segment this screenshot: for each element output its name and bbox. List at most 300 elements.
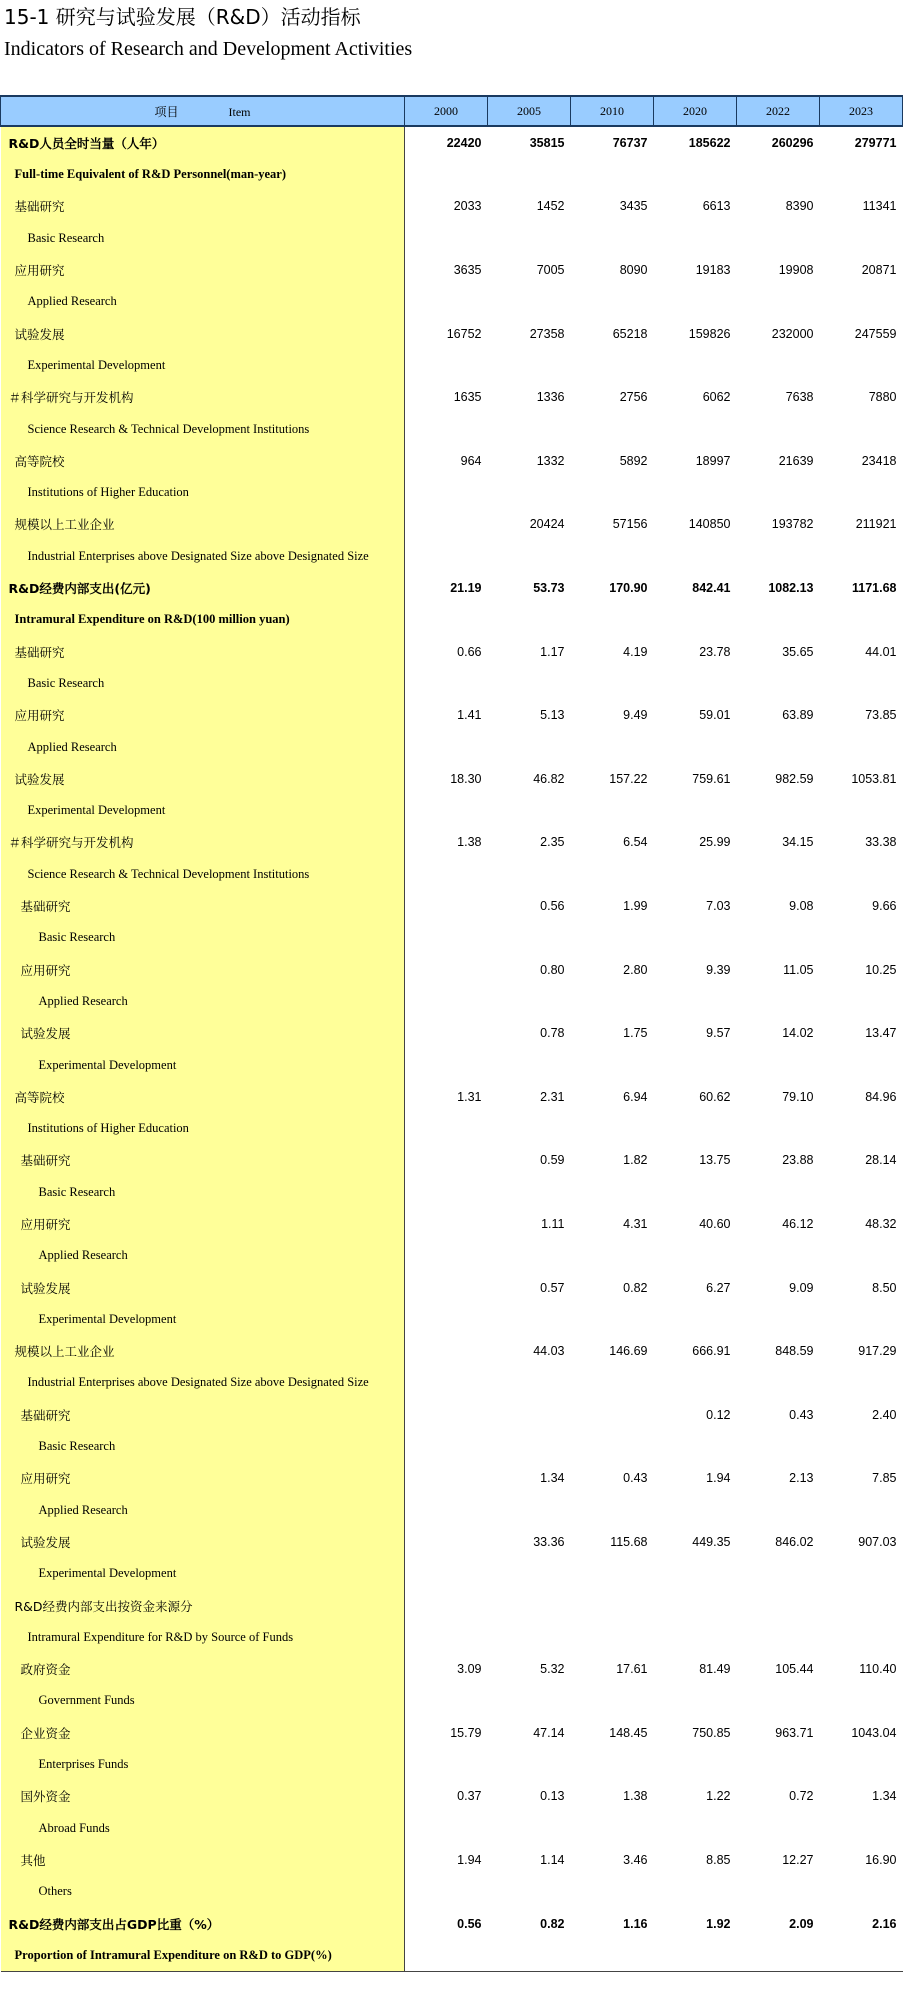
table-row <box>1 1749 903 1781</box>
value-cell <box>737 795 820 827</box>
value-cell: 34.15 <box>782 835 814 850</box>
value-cell <box>488 986 571 1018</box>
value-cell: 1.16 <box>623 1916 648 1931</box>
row-label-en: Industrial Enterprises above Designated Size above Designated Size <box>1 540 405 572</box>
value-cell: 53.73 <box>533 581 565 596</box>
value-cell: 2.40 <box>872 1407 897 1422</box>
value-cell: 907.03 <box>858 1534 897 1549</box>
value-cell: 115.68 <box>610 1534 648 1549</box>
table-row <box>1 540 903 572</box>
value-cell: 1635 <box>453 390 482 405</box>
value-cell <box>654 1494 737 1526</box>
value-cell <box>737 286 820 318</box>
table-row <box>1 604 903 636</box>
row-label-en: Applied Research <box>1 1494 405 1526</box>
value-cell: 1.38 <box>623 1789 648 1804</box>
value-cell <box>820 222 903 254</box>
value-cell <box>405 795 488 827</box>
value-cell: 47.14 <box>533 1725 565 1740</box>
value-cell <box>571 1876 654 1908</box>
row-label-en: Institutions of Higher Education <box>1 477 405 509</box>
value-cell: 193782 <box>771 517 814 532</box>
value-cell: 279771 <box>854 135 897 150</box>
value-cell: 1.17 <box>540 644 565 659</box>
value-cell <box>737 604 820 636</box>
value-cell <box>654 1621 737 1653</box>
value-cell <box>820 731 903 763</box>
value-cell <box>820 858 903 890</box>
value-cell: 842.41 <box>692 581 731 596</box>
value-cell <box>737 1494 820 1526</box>
row-label-cn: 企业资金 <box>1 1717 405 1749</box>
value-cell <box>737 1876 820 1908</box>
table-row <box>1 1145 903 1177</box>
table-row <box>1 413 903 445</box>
value-cell: 1171.68 <box>852 581 897 596</box>
row-label-en: Applied Research <box>1 1240 405 1272</box>
value-cell <box>488 1367 571 1399</box>
table-row <box>1 254 903 286</box>
value-cell <box>571 540 654 572</box>
row-label-en: Intramural Expenditure on R&D(100 million yuan) <box>1 604 405 636</box>
table-row <box>1 1081 903 1113</box>
value-cell: 7638 <box>785 390 814 405</box>
value-cell <box>405 1113 488 1145</box>
value-cell <box>737 858 820 890</box>
table-row <box>1 1303 903 1335</box>
row-label-cn: R&D经费内部支出占GDP比重（%） <box>1 1908 405 1940</box>
header-item-en: Item <box>228 104 251 119</box>
value-cell: 0.78 <box>540 1026 565 1041</box>
value-cell <box>820 1431 903 1463</box>
value-cell <box>405 1462 488 1494</box>
value-cell: 148.45 <box>609 1725 648 1740</box>
row-label-en: Experimental Development <box>1 1049 405 1081</box>
value-cell: 8390 <box>785 199 814 214</box>
value-cell: 157.22 <box>609 771 648 786</box>
value-cell <box>488 540 571 572</box>
value-cell <box>737 1939 820 1971</box>
value-cell <box>654 1367 737 1399</box>
row-label-cn: 应用研究 <box>1 954 405 986</box>
value-cell: 0.72 <box>789 1789 814 1804</box>
table-row <box>1 1462 903 1494</box>
value-cell: 159826 <box>688 326 731 341</box>
value-cell: 40.60 <box>699 1216 731 1231</box>
value-cell: 46.82 <box>533 771 565 786</box>
value-cell: 21639 <box>778 453 814 468</box>
value-cell <box>488 731 571 763</box>
value-cell <box>820 1240 903 1272</box>
value-cell <box>488 1049 571 1081</box>
value-cell <box>571 858 654 890</box>
value-cell <box>405 1303 488 1335</box>
value-cell <box>737 477 820 509</box>
value-cell: 57156 <box>612 517 648 532</box>
value-cell <box>488 1590 571 1622</box>
value-cell <box>488 350 571 382</box>
value-cell <box>571 1049 654 1081</box>
value-cell <box>820 286 903 318</box>
value-cell <box>737 159 820 191</box>
row-label-cn: 基础研究 <box>1 890 405 922</box>
value-cell: 0.43 <box>623 1471 648 1486</box>
value-cell: 25.99 <box>699 835 731 850</box>
row-label-cn: 试验发展 <box>1 318 405 350</box>
value-cell <box>405 1367 488 1399</box>
table-row <box>1 191 903 223</box>
value-cell <box>654 477 737 509</box>
value-cell <box>654 1240 737 1272</box>
value-cell <box>654 731 737 763</box>
value-cell <box>737 1176 820 1208</box>
value-cell <box>820 159 903 191</box>
value-cell: 1.34 <box>540 1471 565 1486</box>
value-cell: 0.82 <box>540 1916 565 1931</box>
value-cell <box>737 1431 820 1463</box>
value-cell <box>405 668 488 700</box>
row-label-cn: 基础研究 <box>1 191 405 223</box>
table-row <box>1 1017 903 1049</box>
row-label-en: Intramural Expenditure for R&D by Source of Funds <box>1 1621 405 1653</box>
value-cell: 2.35 <box>540 835 565 850</box>
value-cell <box>405 731 488 763</box>
value-cell: 44.01 <box>865 644 897 659</box>
row-label-en: Government Funds <box>1 1685 405 1717</box>
value-cell <box>571 1431 654 1463</box>
row-label-en: Basic Research <box>1 668 405 700</box>
value-cell: 260296 <box>771 135 814 150</box>
value-cell: 11.05 <box>783 962 814 977</box>
value-cell: 2756 <box>619 390 648 405</box>
value-cell: 59.01 <box>699 708 731 723</box>
value-cell <box>571 222 654 254</box>
value-cell: 1053.81 <box>851 771 897 786</box>
header-year: 2010 <box>571 96 654 126</box>
value-cell <box>737 668 820 700</box>
value-cell <box>571 1367 654 1399</box>
value-cell: 0.56 <box>457 1916 482 1931</box>
value-cell <box>571 1685 654 1717</box>
value-cell: 170.90 <box>609 581 648 596</box>
value-cell <box>571 1590 654 1622</box>
value-cell <box>571 1113 654 1145</box>
value-cell <box>654 286 737 318</box>
row-label-en: Industrial Enterprises above Designated Size above Designated Size <box>1 1367 405 1399</box>
row-label-cn: ＃科学研究与开发机构 <box>1 381 405 413</box>
value-cell: 7.03 <box>706 899 731 914</box>
value-cell: 19908 <box>778 263 814 278</box>
row-label-en: Proportion of Intramural Expenditure on R&D to GDP(%) <box>1 1939 405 1971</box>
value-cell <box>571 986 654 1018</box>
value-cell: 0.66 <box>457 644 482 659</box>
value-cell <box>654 604 737 636</box>
value-cell <box>820 668 903 700</box>
value-cell: 9.66 <box>872 899 897 914</box>
table-row <box>1 1939 903 1971</box>
value-cell <box>488 477 571 509</box>
value-cell <box>405 1335 488 1367</box>
table-row <box>1 1844 903 1876</box>
value-cell: 1.22 <box>706 1789 731 1804</box>
row-label-cn: 其他 <box>1 1844 405 1876</box>
table-row <box>1 1049 903 1081</box>
value-cell: 6.94 <box>623 1089 648 1104</box>
value-cell: 4.19 <box>623 644 648 659</box>
value-cell: 247559 <box>854 326 897 341</box>
value-cell <box>488 1621 571 1653</box>
value-cell <box>654 159 737 191</box>
value-cell: 8.85 <box>706 1852 731 1867</box>
table-row <box>1 509 903 541</box>
value-cell <box>820 1590 903 1622</box>
value-cell: 12.27 <box>782 1852 814 1867</box>
value-cell <box>737 986 820 1018</box>
value-cell: 1.11 <box>541 1216 565 1231</box>
value-cell: 81.49 <box>699 1662 731 1677</box>
value-cell <box>405 1749 488 1781</box>
header-year: 2005 <box>488 96 571 126</box>
value-cell <box>654 1558 737 1590</box>
value-cell <box>571 286 654 318</box>
row-label-en: Enterprises Funds <box>1 1749 405 1781</box>
value-cell: 0.12 <box>706 1407 731 1422</box>
table-row <box>1 1494 903 1526</box>
value-cell: 16752 <box>446 326 482 341</box>
value-cell: 2.09 <box>789 1916 814 1931</box>
row-label-en: Full-time Equivalent of R&D Personnel(man-year) <box>1 159 405 191</box>
value-cell <box>737 1113 820 1145</box>
value-cell: 9.49 <box>623 708 648 723</box>
value-cell <box>571 604 654 636</box>
value-cell <box>654 986 737 1018</box>
value-cell <box>654 1685 737 1717</box>
row-label-en: Experimental Development <box>1 795 405 827</box>
table-row <box>1 763 903 795</box>
page-title-en: Indicators of Research and Development Activities <box>4 38 413 60</box>
value-cell: 750.85 <box>692 1725 731 1740</box>
row-label-cn: 基础研究 <box>1 1145 405 1177</box>
table-row <box>1 986 903 1018</box>
value-cell <box>405 1685 488 1717</box>
value-cell <box>488 1558 571 1590</box>
value-cell <box>654 858 737 890</box>
value-cell: 5.32 <box>540 1662 565 1677</box>
table-row <box>1 1653 903 1685</box>
indicators-table <box>0 95 903 1972</box>
value-cell <box>488 1399 571 1431</box>
row-label-cn: 基础研究 <box>1 1399 405 1431</box>
value-cell: 185622 <box>688 135 731 150</box>
value-cell <box>571 1240 654 1272</box>
value-cell <box>737 1240 820 1272</box>
value-cell: 2.13 <box>789 1471 814 1486</box>
value-cell <box>571 1303 654 1335</box>
value-cell <box>488 795 571 827</box>
value-cell: 449.35 <box>692 1534 731 1549</box>
value-cell <box>820 1176 903 1208</box>
value-cell <box>820 604 903 636</box>
value-cell <box>737 1812 820 1844</box>
value-cell <box>737 1749 820 1781</box>
row-label-en: Basic Research <box>1 1431 405 1463</box>
row-label-en: Science Research & Technical Development Institutions <box>1 858 405 890</box>
header-year: 2020 <box>654 96 737 126</box>
value-cell: 15.79 <box>450 1725 482 1740</box>
value-cell: 0.80 <box>540 962 565 977</box>
value-cell <box>488 668 571 700</box>
value-cell <box>820 1049 903 1081</box>
value-cell <box>820 1939 903 1971</box>
value-cell <box>654 922 737 954</box>
row-label-en: Basic Research <box>1 222 405 254</box>
value-cell <box>737 1558 820 1590</box>
row-label-en: Basic Research <box>1 922 405 954</box>
table-row <box>1 1335 903 1367</box>
table-row <box>1 572 903 604</box>
value-cell: 7880 <box>868 390 897 405</box>
table-row <box>1 1717 903 1749</box>
value-cell <box>654 1876 737 1908</box>
value-cell <box>405 1240 488 1272</box>
table-row <box>1 1558 903 1590</box>
row-label-cn: 应用研究 <box>1 699 405 731</box>
value-cell <box>654 1303 737 1335</box>
value-cell: 76737 <box>612 135 648 150</box>
value-cell: 3.46 <box>623 1852 648 1867</box>
table-row <box>1 318 903 350</box>
value-cell: 1.31 <box>457 1089 482 1104</box>
value-cell: 18997 <box>695 453 731 468</box>
table-row <box>1 1876 903 1908</box>
value-cell: 16.90 <box>865 1852 897 1867</box>
value-cell <box>571 477 654 509</box>
value-cell: 2033 <box>453 199 482 214</box>
row-label-cn: R&D经费内部支出(亿元) <box>1 572 405 604</box>
value-cell: 21.19 <box>450 581 482 596</box>
table-row <box>1 1399 903 1431</box>
value-cell: 964 <box>460 453 482 468</box>
row-label-cn: 政府资金 <box>1 1653 405 1685</box>
table-row <box>1 1176 903 1208</box>
table-row <box>1 286 903 318</box>
table-row <box>1 699 903 731</box>
value-cell <box>654 668 737 700</box>
table-row <box>1 159 903 191</box>
value-cell: 1.92 <box>706 1916 731 1931</box>
value-cell: 1452 <box>536 199 565 214</box>
value-cell <box>405 1208 488 1240</box>
table-row <box>1 1526 903 1558</box>
header-year: 2023 <box>820 96 903 126</box>
value-cell: 28.14 <box>865 1153 897 1168</box>
value-cell: 0.43 <box>789 1407 814 1422</box>
value-cell <box>488 1939 571 1971</box>
value-cell: 3635 <box>453 263 482 278</box>
table-body <box>1 126 903 1972</box>
value-cell <box>820 1685 903 1717</box>
value-cell <box>571 1939 654 1971</box>
value-cell: 1.14 <box>540 1852 565 1867</box>
value-cell <box>488 1431 571 1463</box>
value-cell: 48.32 <box>865 1216 897 1231</box>
value-cell <box>488 1749 571 1781</box>
row-label-cn: 应用研究 <box>1 254 405 286</box>
row-label-en: Experimental Development <box>1 1303 405 1335</box>
value-cell: 23418 <box>861 453 897 468</box>
value-cell: 1.99 <box>623 899 648 914</box>
value-cell: 73.85 <box>865 708 897 723</box>
value-cell: 0.37 <box>457 1789 482 1804</box>
value-cell: 65218 <box>612 326 648 341</box>
value-cell: 0.82 <box>623 1280 648 1295</box>
value-cell <box>737 1621 820 1653</box>
value-cell <box>405 1590 488 1622</box>
value-cell: 14.02 <box>782 1026 814 1041</box>
value-cell <box>488 1176 571 1208</box>
row-label-cn: 应用研究 <box>1 1208 405 1240</box>
value-cell: 666.91 <box>692 1344 731 1359</box>
value-cell <box>654 795 737 827</box>
value-cell: 1.94 <box>706 1471 731 1486</box>
value-cell <box>405 1558 488 1590</box>
table-row <box>1 1431 903 1463</box>
value-cell: 33.38 <box>865 835 897 850</box>
value-cell <box>405 1145 488 1177</box>
value-cell <box>571 1176 654 1208</box>
row-label-cn: 试验发展 <box>1 1017 405 1049</box>
value-cell <box>488 159 571 191</box>
page-title-cn: 15-1 研究与试验发展（R&D）活动指标 <box>4 5 361 29</box>
row-label-cn: 高等院校 <box>1 1081 405 1113</box>
row-label-en: Applied Research <box>1 286 405 318</box>
value-cell: 1043.04 <box>851 1725 897 1740</box>
value-cell: 1.75 <box>623 1026 648 1041</box>
value-cell <box>571 922 654 954</box>
value-cell <box>654 1049 737 1081</box>
value-cell: 23.78 <box>699 644 731 659</box>
row-label-cn: R&D经费内部支出按资金来源分 <box>1 1590 405 1622</box>
value-cell: 3.09 <box>457 1662 482 1677</box>
value-cell <box>488 413 571 445</box>
row-label-en: Science Research & Technical Development Institutions <box>1 413 405 445</box>
value-cell <box>488 1303 571 1335</box>
table-row <box>1 1590 903 1622</box>
value-cell <box>488 922 571 954</box>
value-cell: 22420 <box>446 135 482 150</box>
value-cell: 33.36 <box>533 1534 565 1549</box>
value-cell: 2.80 <box>623 962 648 977</box>
row-label-en: Experimental Development <box>1 350 405 382</box>
value-cell <box>405 159 488 191</box>
value-cell <box>405 1272 488 1304</box>
value-cell <box>820 1303 903 1335</box>
value-cell: 23.88 <box>782 1153 814 1168</box>
value-cell: 20424 <box>529 517 565 532</box>
value-cell: 0.57 <box>540 1280 565 1295</box>
value-cell: 0.13 <box>540 1789 565 1804</box>
table-row <box>1 858 903 890</box>
value-cell: 0.56 <box>540 899 565 914</box>
value-cell <box>405 350 488 382</box>
table-row <box>1 445 903 477</box>
table-row <box>1 381 903 413</box>
table-row <box>1 1113 903 1145</box>
value-cell: 2.31 <box>540 1089 565 1104</box>
value-cell <box>405 413 488 445</box>
table-row <box>1 795 903 827</box>
value-cell <box>488 1685 571 1717</box>
